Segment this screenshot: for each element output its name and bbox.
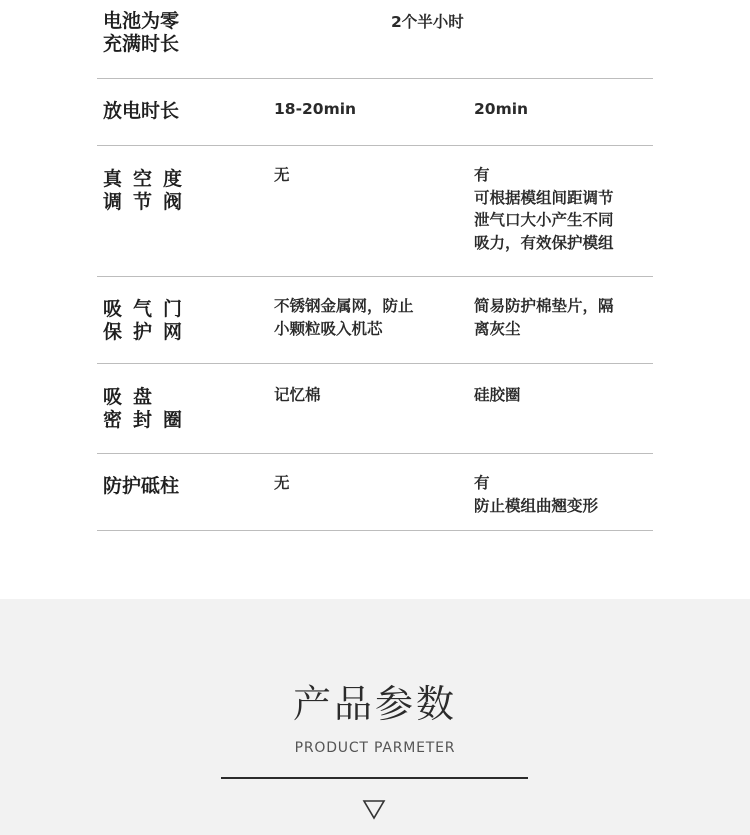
merged-cell: 2个半小时 [391,13,464,31]
row-label: 吸盘 密封圈 [103,386,194,431]
row-label: 防护砥柱 [103,475,180,497]
table-row-discharge-time [97,79,653,146]
cell-col2: 20min [474,100,529,118]
comparison-table [97,0,653,531]
cell-col1: 18-20min [274,100,357,118]
row-label: 放电时长 [103,100,180,122]
table-row-charge-time [97,0,653,79]
product-parameter-section [0,599,750,835]
cell-col1: 无 [274,474,290,492]
row-label: 电池为零 充满时长 [103,10,180,55]
cell-col2: 有 可根据模组间距调节 泄气口大小产生不同 吸力，有效保护模组 [474,166,614,252]
cell-col1: 记忆棉 [274,386,321,404]
table-row-support-pillar [97,454,653,531]
table-row-vacuum-valve [97,146,653,277]
cell-col2: 有 防止模组曲翘变形 [474,474,599,515]
cell-col1: 不锈钢金属网，防止 小颗粒吸入机芯 [274,297,414,338]
cell-col2: 硅胶圈 [474,386,521,404]
cell-col1: 无 [274,166,290,184]
row-label: 真空度 调节阀 [103,168,194,213]
section-subtitle: PRODUCT PARMETER [294,740,456,756]
row-label: 吸气门 保护网 [103,298,194,343]
section-title: 产品参数 [292,682,457,726]
table-row-intake-mesh [97,277,653,364]
down-triangle-icon [362,799,386,821]
cell-col2: 简易防护棉垫片，隔 离灰尘 [474,297,614,338]
title-underline [221,777,528,779]
table-row-suction-seal [97,364,653,454]
